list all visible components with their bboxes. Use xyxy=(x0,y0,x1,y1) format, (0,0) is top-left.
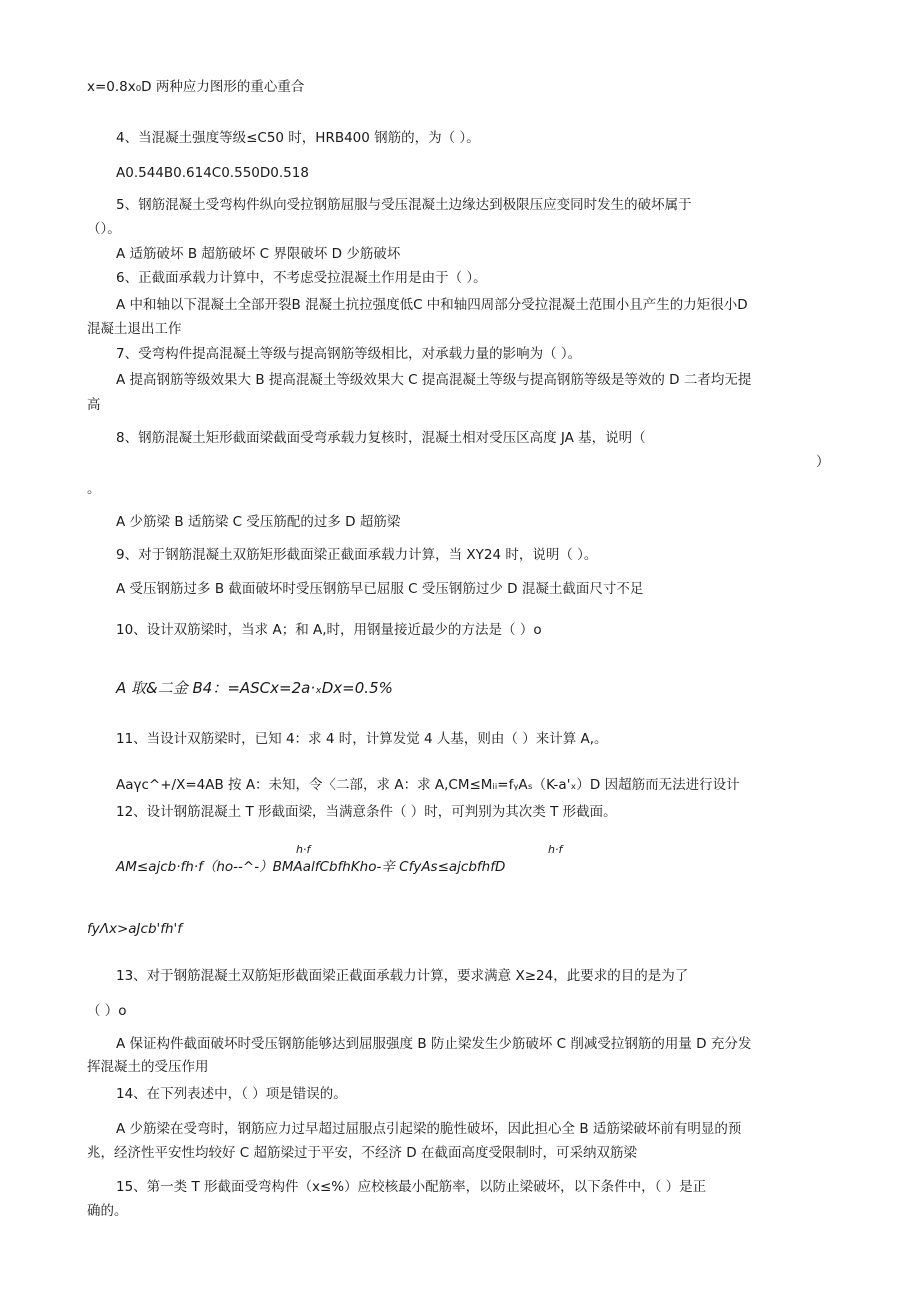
formula-superscript-2: h·f xyxy=(548,843,563,856)
question-10-options: A 取&二金 B4：=ASCx=2a·ₓDx=0.5% xyxy=(116,679,393,697)
question-8: 8、钢筋混凝土矩形截面梁截面受弯承载力复核时，混凝土相对受压区高度 JA 基，说明（ xyxy=(116,430,646,446)
question-14-options-cont: 兆，经济性平安性均较好 C 超筋梁过于平安，不经济 D 在截面高度受限制时，可采纳双筋梁 xyxy=(87,1145,637,1161)
question-4-options: A0.544B0.614C0.550D0.518 xyxy=(116,165,309,181)
question-7-options-cont: 高 xyxy=(87,397,101,413)
question-8-end: 。 xyxy=(87,481,101,497)
question-9: 9、对于钢筋混凝土双筋矩形截面梁正截面承载力计算，当 XY24 时，说明（ ）。 xyxy=(116,547,598,563)
question-11: 11、当设计双筋梁时，已知 4：求 4 时，计算发觉 4 人基，则由（ ）来计算 A,。 xyxy=(116,731,608,747)
question-6-options-cont: 混凝土退出工作 xyxy=(87,321,182,337)
question-5-cont: （）。 xyxy=(87,221,121,237)
question-6-options: A 中和轴以下混凝土全部开裂B 混凝土抗拉强度低C 中和轴四周部分受拉混凝土范围小且产生的力矩很小D xyxy=(116,297,748,313)
question-12: 12、设计钢筋混凝土 T 形截面梁，当满意条件（ ）时，可判别为其次类 T 形截面。 xyxy=(116,804,617,820)
formula-superscript-1: h·f xyxy=(296,843,311,856)
question-14-options: A 少筋梁在受弯时，钢筋应力过早超过屈服点引起梁的脆性破坏，因此担心全 B 适筋梁破坏前有明显的预 xyxy=(116,1121,742,1137)
question-10: 10、设计双筋梁时，当求 A；和 A,时，用钢量接近最少的方法是（ ）o xyxy=(116,622,542,638)
question-15-cont: 确的。 xyxy=(87,1203,128,1219)
question-13-options: A 保证构件截面破坏时受压钢筋能够达到屈服强度 B 防止梁发生少筋破坏 C 削减受拉钢筋的用量 D 充分发 xyxy=(116,1036,752,1052)
question-13-blank: （ ）o xyxy=(87,1003,127,1019)
question-9-options: A 受压钢筋过多 B 截面破坏时受压钢筋早已屈服 C 受压钢筋过少 D 混凝土截面尺寸不足 xyxy=(116,581,644,597)
question-6: 6、正截面承载力计算中，不考虑受拉混凝土作用是由于（ ）。 xyxy=(116,270,487,286)
question-5-options: A 适筋破坏 B 超筋破坏 C 界限破坏 D 少筋破坏 xyxy=(116,246,401,262)
question-14: 14、在下列表述中，（ ）项是错误的。 xyxy=(116,1086,347,1102)
question-13: 13、对于钢筋混凝土双筋矩形截面梁正截面承载力计算，要求满意 X≥24，此要求的目的是为了 xyxy=(116,968,689,984)
question-8-bracket: ） xyxy=(816,454,830,470)
question-15: 15、第一类 T 形截面受弯构件（x≤%）应校核最小配筋率，以防止梁破坏，以下条件中，（ ）是正 xyxy=(116,1179,707,1195)
question-7-options: A 提高钢筋等级效果大 B 提高混凝土等级效果大 C 提高混凝土等级与提高钢筋等级是等效的 D 二者均无提 xyxy=(116,372,752,388)
question-8-options: A 少筋梁 B 适筋梁 C 受压筋配的过多 D 超筋梁 xyxy=(116,514,401,530)
question-13-options-cont: 挥混凝土的受压作用 xyxy=(87,1059,209,1075)
question-12-options-cont: fyΛx>aJcb'fh'f xyxy=(87,921,183,937)
question-5: 5、钢筋混凝土受弯构件纵向受拉钢筋屈服与受压混凝土边缘达到极限压应变同时发生的破坏属于 xyxy=(116,197,692,213)
question-12-options: AM≤ajcb·fh·f（ho--^-）BMAalfCbfhKho-辛 CfyAs≤ajcbfhfD xyxy=(116,859,506,875)
question-11-options: Aaγc^+/X=4AB 按 A：未知，令〈二部，求 A：求 A,CM≤Mᵢᵢ=fᵧAₛ（K-a'ₓ）D 因超筋而无法进行设计 xyxy=(116,777,740,793)
question-7: 7、受弯构件提高混凝土等级与提高钢筋等级相比，对承载力量的影响为（ ）。 xyxy=(116,346,582,362)
question-4: 4、当混凝土强度等级≤C50 时，HRB400 钢筋的，为（ ）。 xyxy=(116,130,480,146)
line-1: x=0.8x₀D 两种应力图形的重心重合 xyxy=(87,79,305,95)
